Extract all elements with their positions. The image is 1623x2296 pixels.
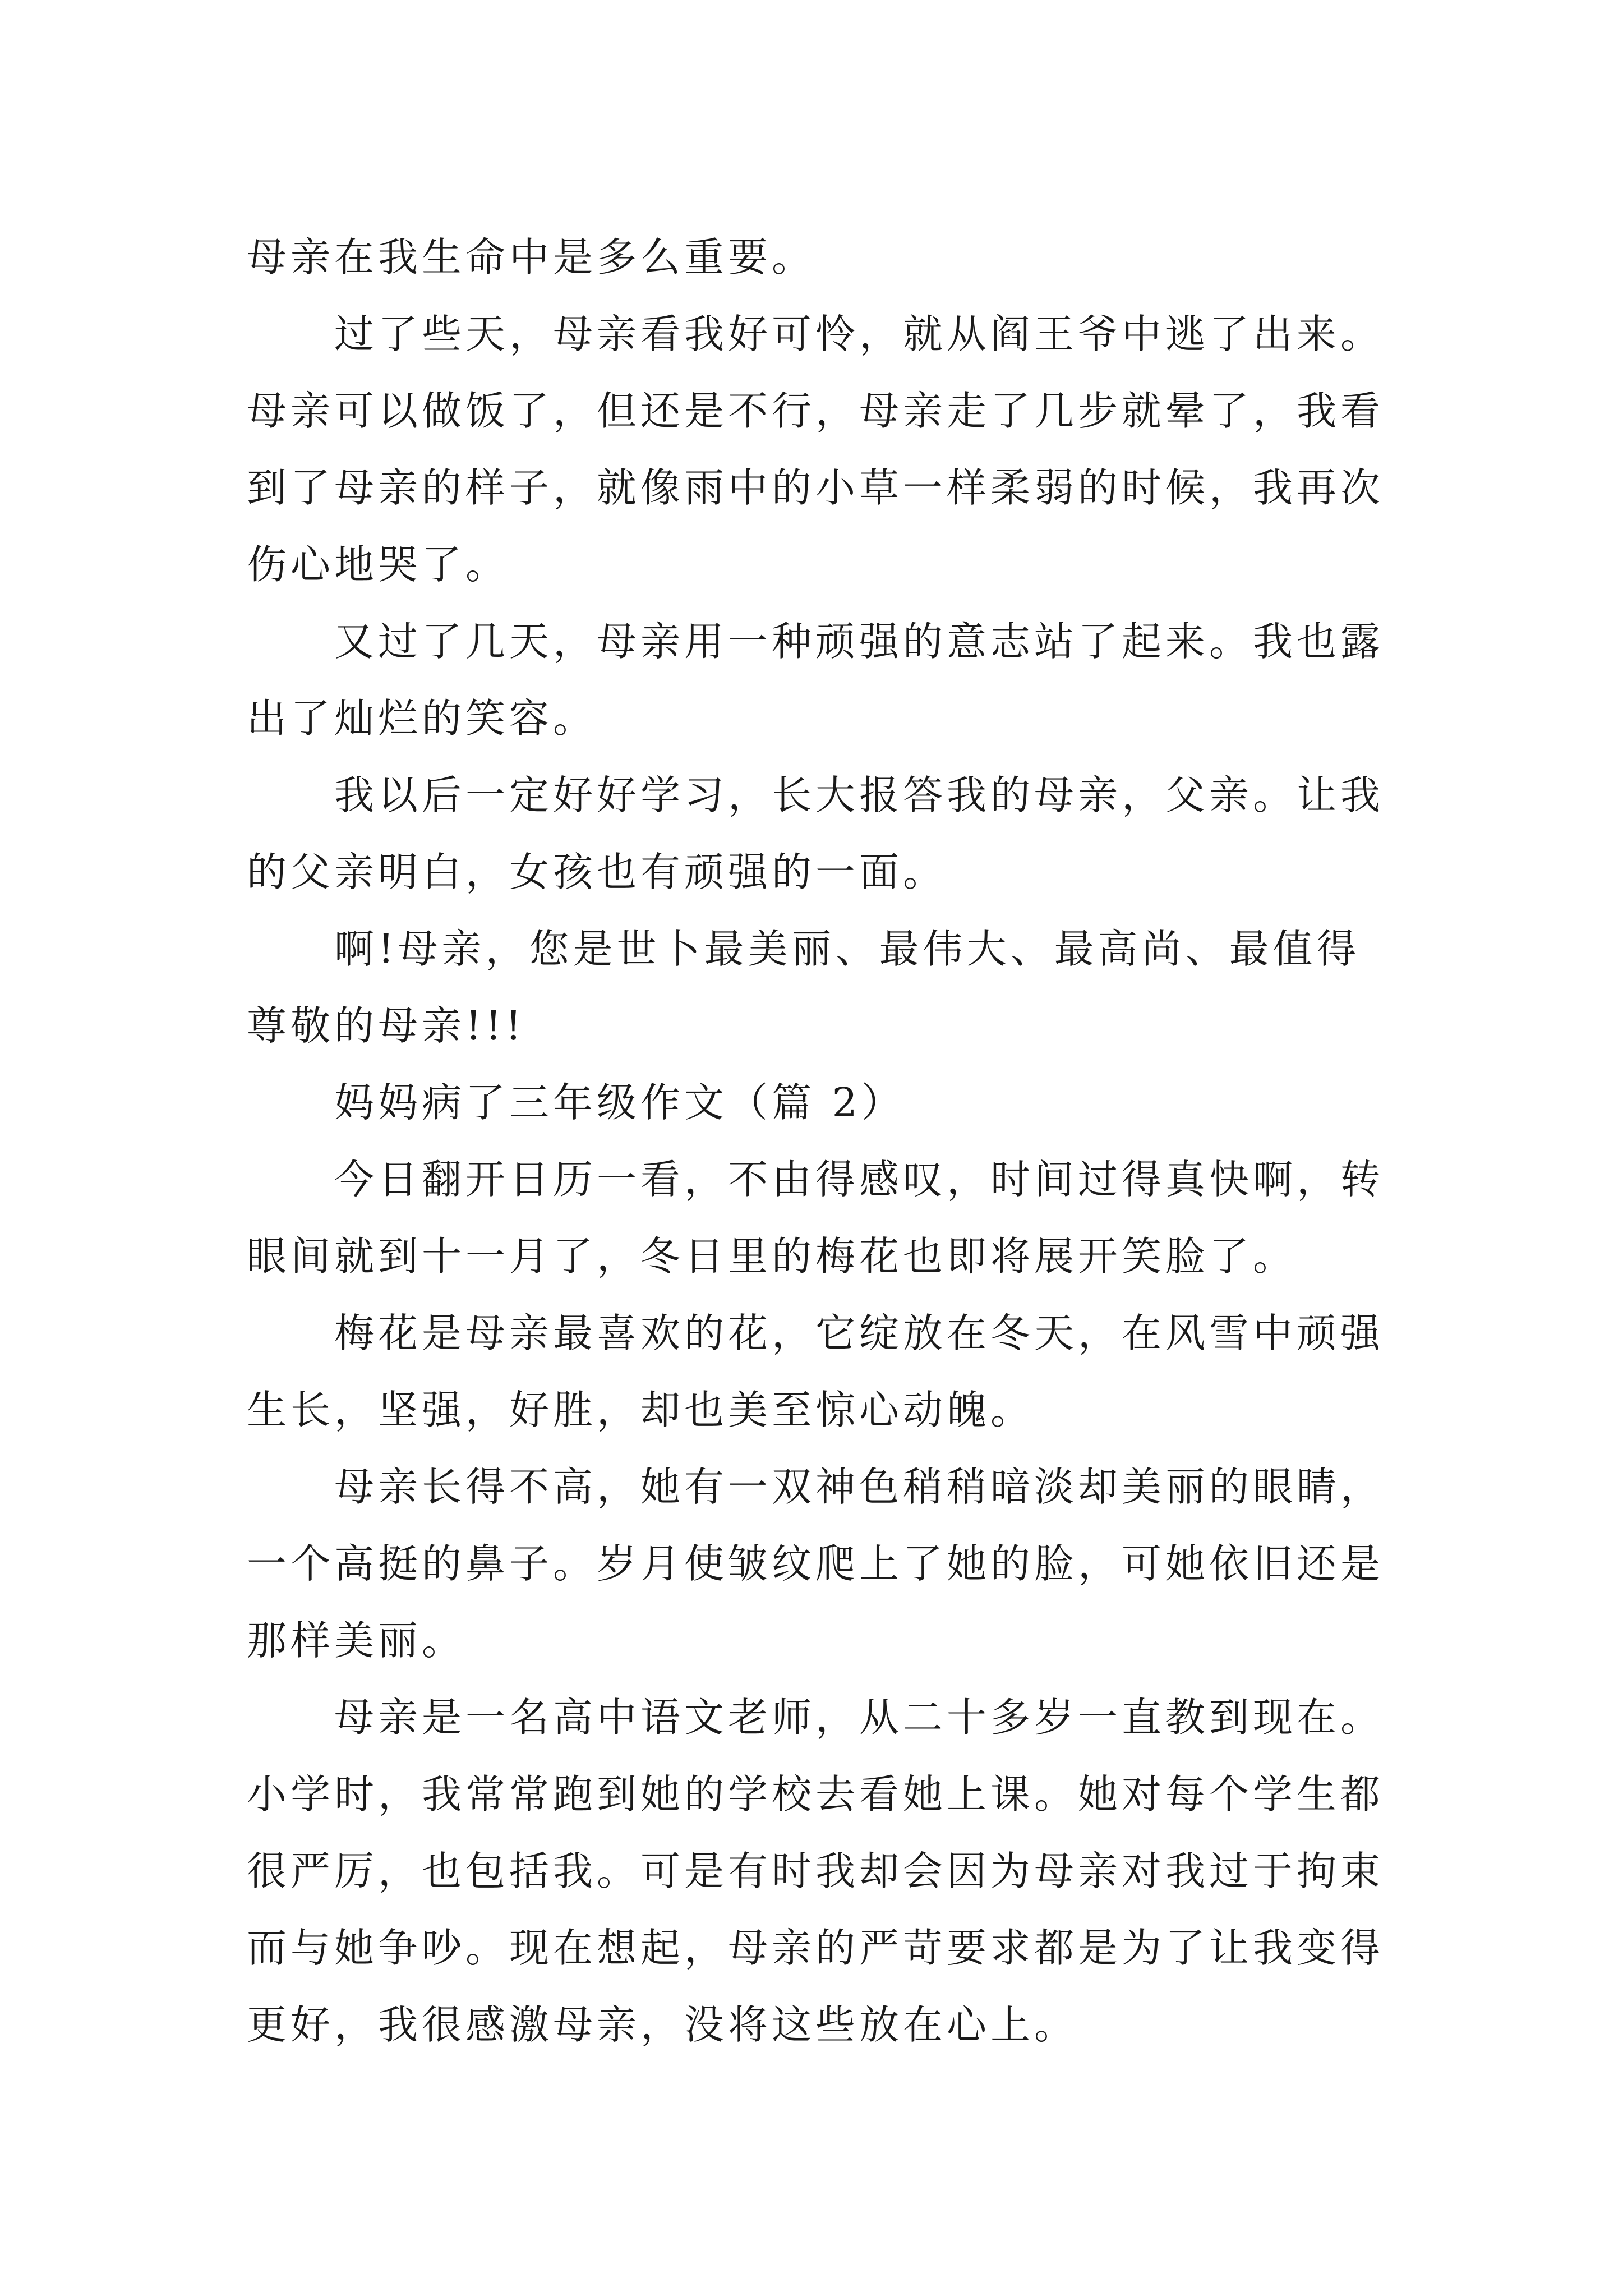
paragraph bbox=[247, 296, 1391, 603]
paragraph bbox=[247, 603, 1391, 757]
paragraph bbox=[247, 219, 1391, 296]
paragraph bbox=[247, 910, 1391, 1064]
paragraph bbox=[247, 757, 1391, 910]
text-line: 更好，我很感激母亲，没将这些放在心上。 bbox=[247, 2001, 1078, 2048]
paragraph bbox=[247, 1448, 1391, 1679]
document-body bbox=[247, 219, 1391, 2063]
text-line: 眼间就到十一月了，冬日里的梅花也即将展开笑脸了。 bbox=[247, 1233, 1297, 1280]
text-line: 妈妈病了三年级作文（篇 2） bbox=[334, 1079, 905, 1126]
text-line: 尊敬的母亲!!! bbox=[247, 1002, 525, 1049]
text-line: 今日翻开日历一看，不由得感叹，时间过得真快啊，转 bbox=[334, 1156, 1385, 1203]
text-line: 又过了几天，母亲用一种顽强的意志站了起来。我也露 bbox=[334, 618, 1385, 665]
text-line: 很严厉，也包括我。可是有时我却会因为母亲对我过于拘束 bbox=[247, 1848, 1385, 1894]
text-line: 生长，坚强，好胜，却也美至惊心动魄。 bbox=[247, 1387, 1035, 1433]
text-line: 啊!母亲，您是世卜最美丽、最伟大、最高尚、最值得 bbox=[334, 926, 1361, 972]
paragraph bbox=[247, 1295, 1391, 1448]
text-line: 那样美丽。 bbox=[247, 1617, 466, 1664]
text-line: 梅花是母亲最喜欢的花，它绽放在冬天，在风雪中顽强 bbox=[334, 1310, 1385, 1356]
text-line: 母亲长得不高，她有一双神色稍稍暗淡却美丽的眼睛， bbox=[334, 1464, 1385, 1510]
text-line: 一个高挺的鼻子。岁月使皱纹爬上了她的脸，可她依旧还是 bbox=[247, 1540, 1385, 1587]
text-line: 母亲可以做饭了，但还是不行，母亲走了几步就晕了，我看 bbox=[247, 388, 1385, 434]
text-line: 的父亲明白，女孩也有顽强的一面。 bbox=[247, 849, 947, 895]
text-line: 母亲在我生命中是多么重要。 bbox=[247, 234, 816, 280]
text-line: 伤心地哭了。 bbox=[247, 541, 510, 588]
paragraph bbox=[247, 1141, 1391, 1295]
text-line: 我以后一定好好学习，长大报答我的母亲，父亲。让我 bbox=[334, 772, 1385, 818]
paragraph bbox=[247, 1679, 1391, 2063]
text-line: 而与她争吵。现在想起，母亲的严苛要求都是为了让我变得 bbox=[247, 1925, 1385, 1971]
text-line: 出了灿烂的笑容。 bbox=[247, 695, 597, 742]
text-line: 小学时，我常常跑到她的学校去看她上课。她对每个学生都 bbox=[247, 1771, 1385, 1818]
text-line: 母亲是一名高中语文老师，从二十多岁一直教到现在。 bbox=[334, 1694, 1385, 1741]
text-line: 到了母亲的样子，就像雨中的小草一样柔弱的时候，我再次 bbox=[247, 464, 1385, 511]
text-line: 过了些天，母亲看我好可怜，就从阎王爷中逃了出来。 bbox=[334, 311, 1385, 357]
paragraph bbox=[247, 1064, 1391, 1141]
